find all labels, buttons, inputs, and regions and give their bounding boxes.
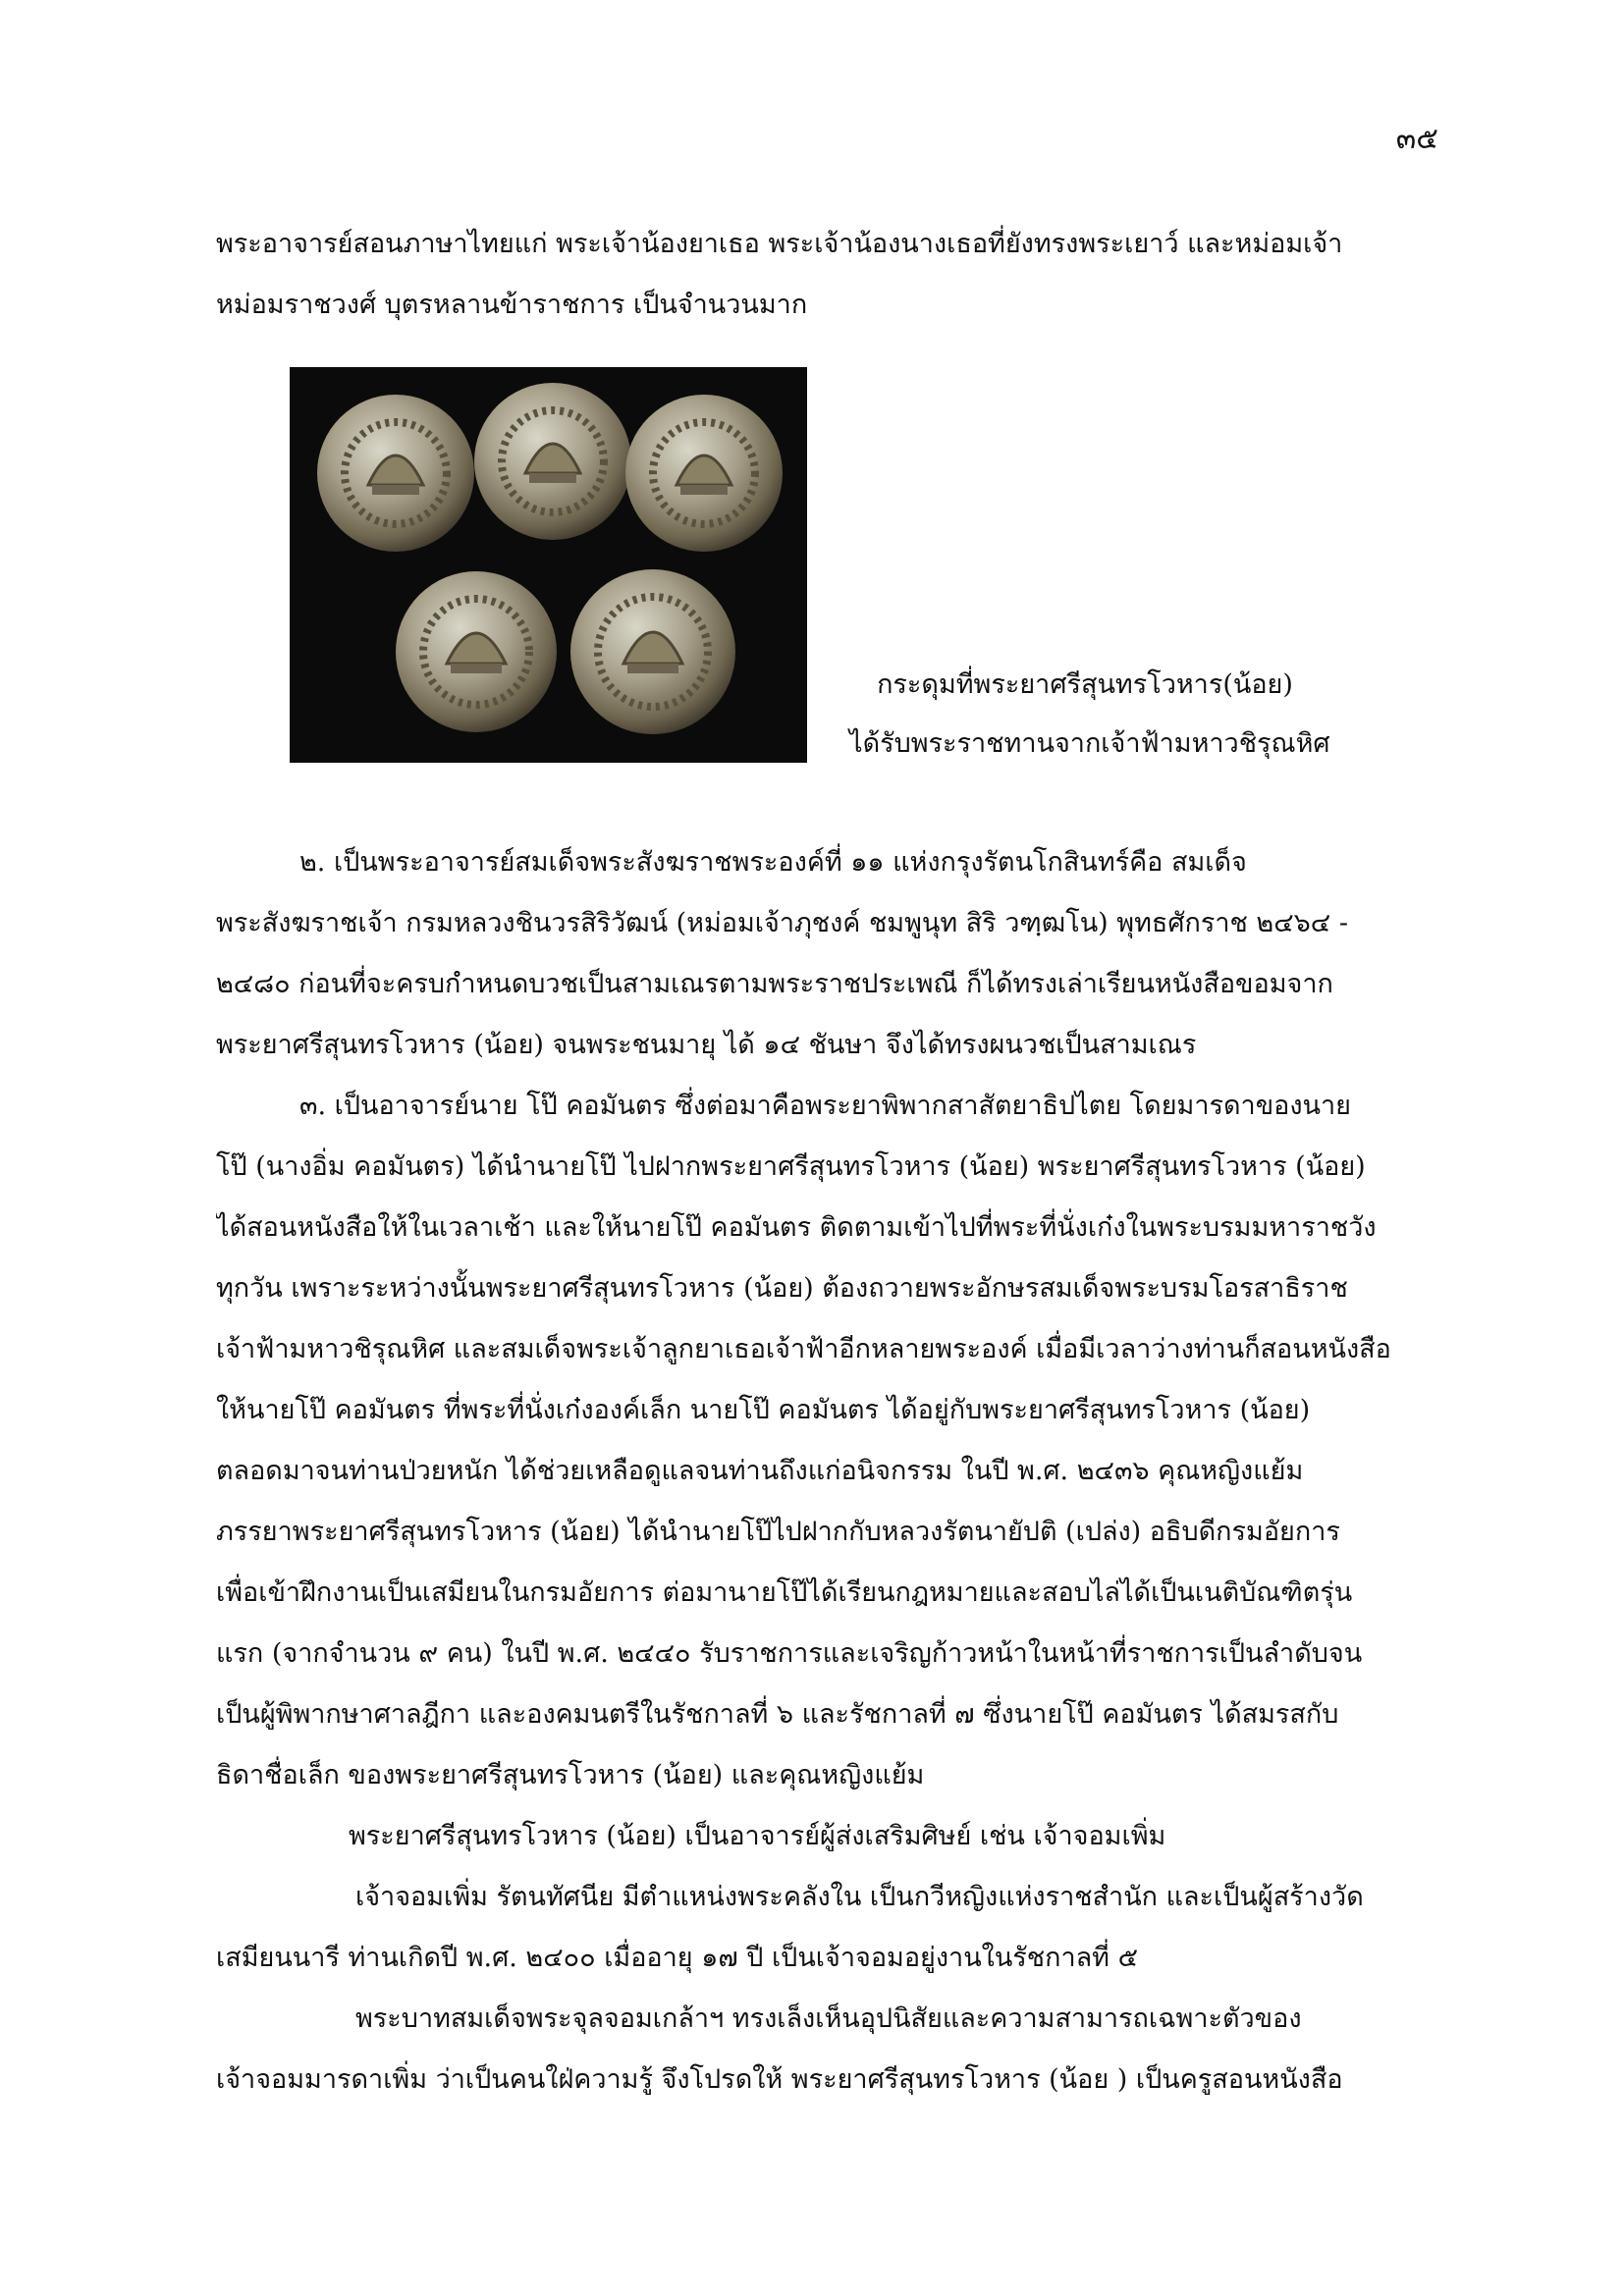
text-line: โป๊ (นางอิ่ม คอมันตร) ได้นำนายโป๊ ไปฝากพระยาศรีสุนทรโวหาร (น้อย) พระยาศรีสุนทรโวหาร (น้อย) bbox=[216, 1151, 1366, 1182]
text-line: ๒. เป็นพระอาจารย์สมเด็จพระสังฆราชพระองค์ที่ ๑๑ แห่งกรุงรัตนโกสินทร์คือ สมเด็จ bbox=[299, 847, 1247, 878]
button-5 bbox=[570, 569, 735, 734]
text-line: พระสังฆราชเจ้า กรมหลวงชินวรสิริวัฒน์ (หม่อมเจ้าภุชงค์ ชมพูนุท สิริ วฑฺฒโน) พุทธศักราช ๒๔๖๔ - bbox=[216, 908, 1348, 938]
text-line: แรก (จากจำนวน ๙ คน) ในปี พ.ศ. ๒๔๔๐ รับราชการและเจริญก้าวหน้าในหน้าที่ราชการเป็นลำดับจน bbox=[216, 1638, 1363, 1669]
text-line: พระบาทสมเด็จพระจุลจอมเกล้าฯ ทรงเล็งเห็นอุปนิสัยและความสามารถเฉพาะตัวของ bbox=[355, 2003, 1302, 2034]
text-line: เจ้าจอมเพิ่ม รัตนทัศนีย มีตำแหน่งพระคลังใน เป็นกวีหญิงแห่งราชสำนัก และเป็นผู้สร้างวัด bbox=[355, 1882, 1364, 1912]
text-line: เจ้าฟ้ามหาวชิรุณหิศ และสมเด็จพระเจ้าลูกยาเธอเจ้าฟ้าอีกหลายพระองค์ เมื่อมีเวลาว่างท่านก็สอนหนังสือ bbox=[216, 1334, 1391, 1364]
text-line: ๓. เป็นอาจารย์นาย โป๊ คอมันตร ซึ่งต่อมาคือพระยาพิพากสาสัตยาธิปไตย โดยมารดาของนาย bbox=[299, 1091, 1351, 1121]
text-line: ธิดาชื่อเล็ก ของพระยาศรีสุนทรโวหาร (น้อย) และคุณหญิงแย้ม bbox=[216, 1760, 925, 1790]
text-line: พระอาจารย์สอนภาษาไทยแก่ พระเจ้าน้องยาเธอ พระเจ้าน้องนางเธอที่ยังทรงพระเยาว์ และหม่อมเจ้า bbox=[216, 229, 1343, 259]
figure-caption bbox=[849, 656, 1330, 774]
text-line: พระยาศรีสุนทรโวหาร (น้อย) จนพระชนมายุ ได้ ๑๔ ชันษา จึงได้ทรงผนวชเป็นสามเณร bbox=[216, 1030, 1197, 1060]
body-text bbox=[216, 832, 1438, 2110]
button-2 bbox=[474, 383, 631, 540]
text-line: ให้นายโป๊ คอมันตร ที่พระที่นั่งเก๋งองค์เล็ก นายโป๊ คอมันตร ได้อยู่กับพระยาศรีสุนทรโวหาร (น้อย) bbox=[216, 1395, 1311, 1425]
text-line: เสมียนนารี ท่านเกิดปี พ.ศ. ๒๔๐๐ เมื่ออายุ ๑๗ ปี เป็นเจ้าจอมอยู่งานในรัชกาลที่ ๕ bbox=[216, 1943, 1139, 1973]
page-number: ๓๕ bbox=[1395, 122, 1438, 156]
buttons-photo bbox=[290, 367, 807, 763]
text-line: หม่อมราชวงศ์ บุตรหลานข้าราชการ เป็นจำนวนมาก bbox=[216, 290, 808, 320]
text-line: เป็นผู้พิพากษาศาลฎีกา และองคมนตรีในรัชกาลที่ ๖ และรัชกาลที่ ๗ ซึ่งนายโป๊ คอมันตร ได้สมรสกับ bbox=[216, 1699, 1339, 1730]
text-line: เจ้าจอมมารดาเพิ่ม ว่าเป็นคนใฝ่ความรู้ จึงโปรดให้ พระยาศรีสุนทรโวหาร (น้อย ) เป็นครูสอนหนังสือ bbox=[216, 2064, 1343, 2095]
text-line: ๒๔๘๐ ก่อนที่จะครบกำหนดบวชเป็นสามเณรตามพระราชประเพณี ก็ได้ทรงเล่าเรียนหนังสือขอมจาก bbox=[216, 969, 1333, 999]
caption-line: กระดุมที่พระยาศรีสุนทรโวหาร(น้อย) bbox=[877, 669, 1293, 700]
intro-paragraph bbox=[216, 214, 1438, 336]
button-1 bbox=[317, 395, 474, 552]
text-line: ทุกวัน เพราะระหว่างนั้นพระยาศรีสุนทรโวหาร (น้อย) ต้องถวายพระอักษรสมเด็จพระบรมโอรสาธิราช bbox=[216, 1273, 1348, 1304]
text-line: ตลอดมาจนท่านป่วยหนัก ได้ช่วยเหลือดูแลจนท่านถึงแก่อนิจกรรม ในปี พ.ศ. ๒๔๓๖ คุณหญิงแย้ม bbox=[216, 1456, 1304, 1486]
button-4 bbox=[396, 571, 557, 732]
text-line: พระยาศรีสุนทรโวหาร (น้อย) เป็นอาจารย์ผู้ส่งเสริมศิษย์ เช่น เจ้าจอมเพิ่ม bbox=[349, 1821, 1166, 1851]
caption-line: ได้รับพระราชทานจากเจ้าฟ้ามหาวชิรุณหิศ bbox=[849, 728, 1330, 759]
text-line: ได้สอนหนังสือให้ในเวลาเช้า และให้นายโป๊ คอมันตร ติดตามเข้าไปที่พระที่นั่งเก๋งในพระบรมมหาราชวัง bbox=[216, 1212, 1377, 1243]
text-line: เพื่อเข้าฝึกงานเป็นเสมียนในกรมอัยการ ต่อมานายโป๊ได้เรียนกฎหมายและสอบไล่ได้เป็นเนติบัณฑิตรุ่น bbox=[216, 1577, 1353, 1608]
button-3 bbox=[625, 395, 783, 552]
text-line: ภรรยาพระยาศรีสุนทรโวหาร (น้อย) ได้นำนายโป๊ไปฝากกับหลวงรัตนายัปติ (เปล่ง) อธิบดีกรมอัยการ bbox=[216, 1517, 1340, 1547]
